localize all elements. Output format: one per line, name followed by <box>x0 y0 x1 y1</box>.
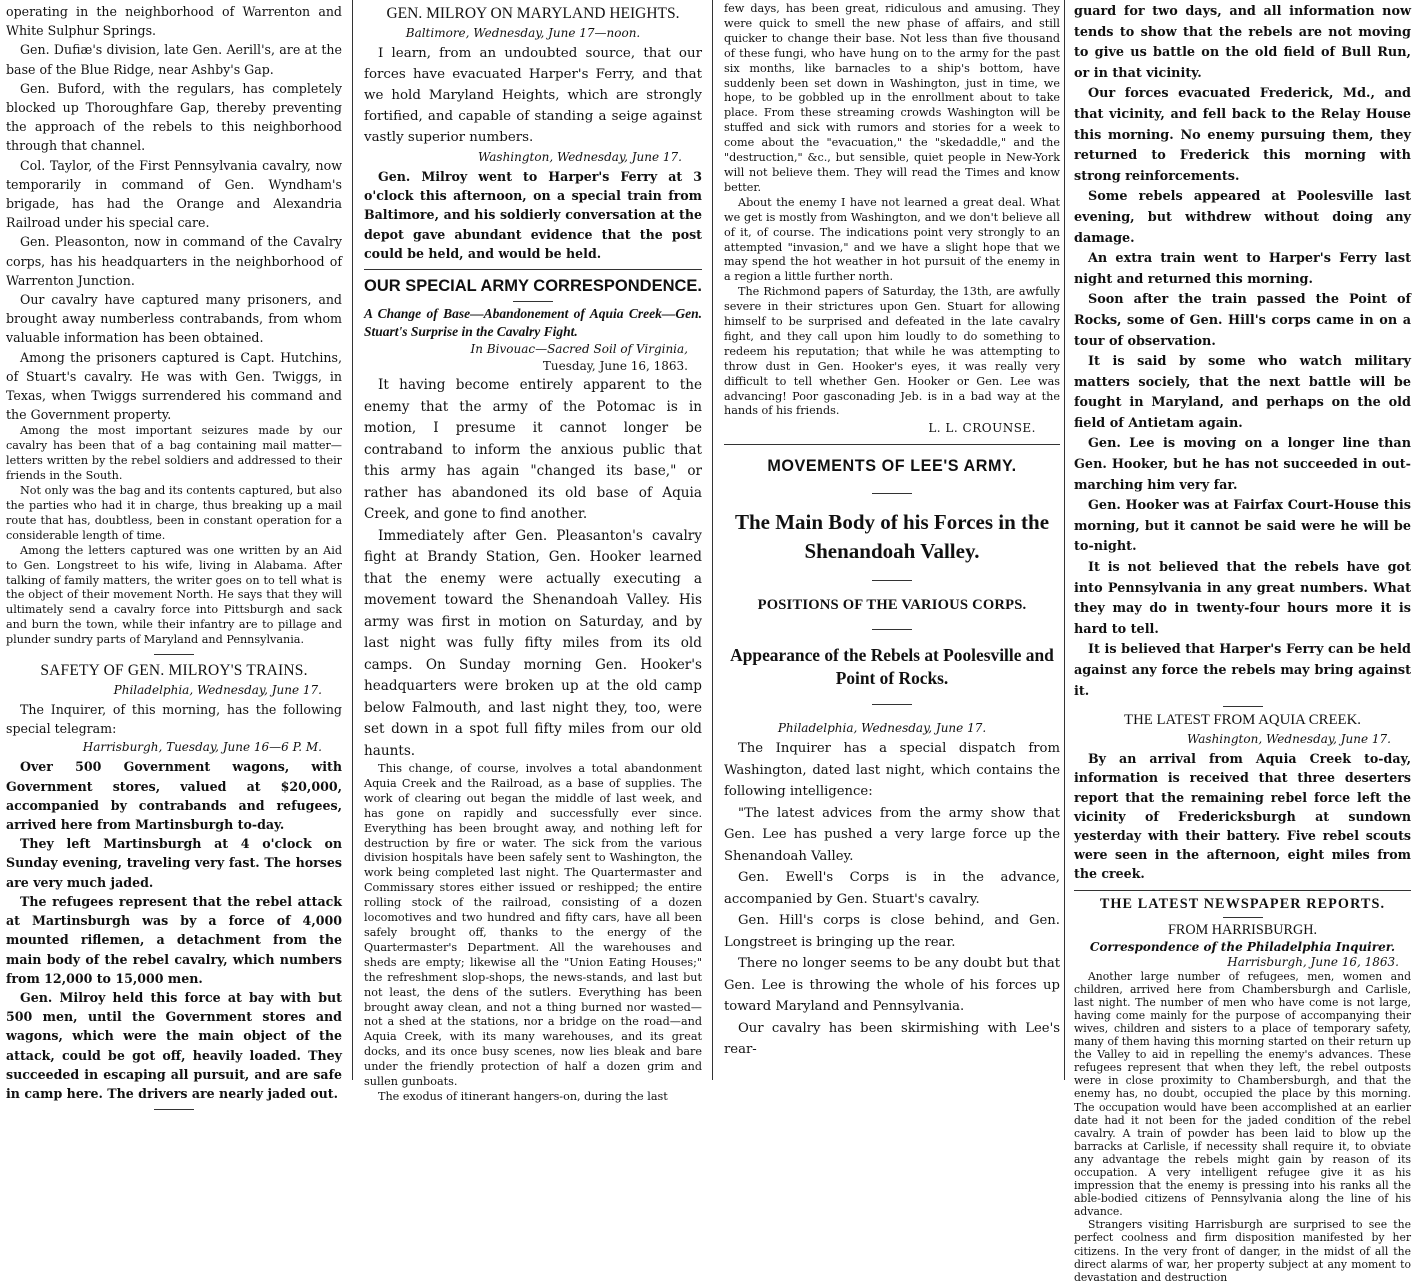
section-rule <box>1223 706 1263 707</box>
paragraph: It having become entirely apparent to the enemy that the army of the Potomac is in motion, I presume it cannot longer be contraband to inform the anxious public that this army has again "changed its base," or rather has abandoned its old base of Aquia Creek, and gone to find another. <box>364 377 702 523</box>
paragraph: There no longer seems to be any doubt but that Gen. Lee is throwing the whole of his forces up toward Maryland and Pennsylvania. <box>724 956 1060 1015</box>
paragraph: Some rebels appeared at Poolesville last evening, but withdrew without doing any damage. <box>1074 189 1411 246</box>
paragraph: Gen. Buford, with the regulars, has completely blocked up Thoroughfare Gap, thereby preventing the approach of the rebels to this neighborhood through that channel. <box>6 80 342 154</box>
paragraph: Among the prisoners captured is Capt. Hutchins, of Stuart's cavalry. He was with Gen. Twiggs, in Texas, when Twiggs surrendered his command and the Government property. <box>6 349 342 423</box>
paragraph: Another large number of refugees, men, women and children, arrived here from Chambersburgh and Carlisle, last night. The number of men who have come is not large, having come mainly for the purpose of accompanying their wives, children and sisters to a place of temporary safety, many of them having this morning started on their return up the Valley to aid in repelling the enemy's advances. These refugees represent that when they left, the rebel outposts were in close proximity to Chambersburgh, and that the enemy has, no doubt, occupied the place by this morning. The occupation would have been accomplished at an earlier date had it not been for the jaded condition of the rebel cavalry. A train of powder has been laid to blow up the barracks at Carlisle, if necessity shall require it, to obviate any advantage the rebels might gain by reason of its occupation. A very intelligent refugee give it as his impression that the enemy is pressing into his ranks all the able-bodied citizens of Pennsylvania along the line of his advance. <box>1074 969 1411 1219</box>
paragraph: Our forces evacuated Frederick, Md., and that vicinity, and fell back to the Relay House this morning. No enemy pursuing them, they returned to Frederick this morning with strong reinforcements. <box>1074 86 1411 184</box>
paragraph: Among the most important seizures made by our cavalry has been that of a bag containing mail matter—letters written by the rebel soldiers and addressed to their friends in the South. <box>6 424 342 483</box>
paragraph: few days, has been great, ridiculous and amusing. They were quick to smell the new phase of affairs, and still quicker to change their base. Not less than five thousand of these fungi, who have hung on to the army for the past six months, like barnacles to a ship's bottom, have suddenly been set down in Washington, just in time, we hope, to be gobbled up in the enrollment about to take place. From these streaming crowds Washington will be stuffed and sick with rumors and stories for a week to come about the "evacuation," the "skedaddle," and the "destruction," &c., but sensible, quiet people in New-York will not believe them. They will read the Times and know better. <box>724 2 1060 194</box>
paragraph: Gen. Ewell's Corps is in the advance, accompanied by Gen. Stuart's cavalry. <box>724 870 1060 907</box>
paragraph: The refugees represent that the rebel attack at Martinsburgh was by a force of 4,000 mounted riflemen, a detachment from the main body of the rebel cavalry, which numbers from 12,000 to 15,000 men. <box>6 893 342 986</box>
column-2 <box>358 0 708 1103</box>
paragraph: The exodus of itinerant hangers-on, during the last <box>378 1089 668 1103</box>
section-rule <box>872 580 912 581</box>
paragraph: "The latest advices from the army show that Gen. Lee has pushed a very large force up the Shenandoah Valley. <box>724 805 1060 864</box>
column-1 <box>0 0 348 1101</box>
headline: THE LATEST NEWSPAPER REPORTS. <box>1099 895 1386 912</box>
paragraph: Gen. Milroy held this force at bay with but 500 men, until the Government stores and wagons, which were the main object of the attack, could be got off, heavily loaded. They succeeded in escaping all pursuit, and are safe in camp here. The drivers are nearly jaded out. <box>6 989 342 1101</box>
paragraph: This change, of course, involves a total abandonment Aquia Creek and the Railroad, as a base of supplies. The work of clearing out began the middle of last week, and has gone on rapidly and successfully ever since. Everything has been brought away, and nothing left for destruction by fire or water. The sick from the various division hospitals have been safely sent to Washington, the work being completed last night. The Quartermaster and Commissary stores either issued or reshipped; the entire rolling stock of the railroad, consisting of a dozen locomotives and two hundred and fifty cars, have all been safely brought off, thanks to the energy of the Quartermaster's Department. All the warehouses and sheds are empty; likewise all the "Union Eating Houses;" the refreshment slop-shops, the news-stands, and last but not least, the dens of the sutlers. Everything has been brought away clean, and not a thing burned nor wasted—not a shed at the stations, nor a bridge on the road—and Aquia Creek, with its many warehouses, and its great docks, and its once busy scenes, now lies bleak and bare under the friendly protection of half a dozen grim and sullen gunboats. <box>364 762 702 1089</box>
paragraph: operating in the neighborhood of Warrenton and White Sulphur Springs. <box>6 4 342 39</box>
section-rule <box>872 704 912 705</box>
paragraph: It is not believed that the rebels have got into Pennsylvania in any great numbers. What they may do in twenty-four hours more it is hard to tell. <box>1074 560 1411 637</box>
paragraph: Our cavalry has been skirmishing with Lee's rear- <box>724 1020 1060 1058</box>
dateline: Philadelphia, Wednesday, June 17. <box>777 721 987 736</box>
headline: The Main Body of his Forces in the Shenandoah Valley. <box>734 510 1050 564</box>
headline: SAFETY OF GEN. MILROY'S TRAINS. <box>40 662 308 680</box>
dateline: Harrisburgh, Tuesday, June 16—6 P. M. <box>82 740 322 755</box>
paragraph: An extra train went to Harper's Ferry last night and returned this morning. <box>1074 251 1411 287</box>
paragraph: Gen. Hooker was at Fairfax Court-House this morning, but it cannot be said were he will be to-night. <box>1074 498 1411 555</box>
column-divider <box>352 0 353 1080</box>
paragraph: Strangers visiting Harrisburgh are surprised to see the perfect coolness and firm disposition manifested by her citizens. In the very front of danger, in the midst of all the direct alarms of war, her property subject at any moment to devastation and destruction <box>1074 1218 1411 1284</box>
paragraph: Gen. Lee is moving on a longer line than Gen. Hooker, but he has not succeeded in out-marching him very far. <box>1074 436 1411 493</box>
section-rule <box>872 493 912 494</box>
headline: FROM HARRISBURGH. <box>1167 921 1317 938</box>
dateline: Baltimore, Wednesday, June 17—noon. <box>405 26 641 40</box>
paragraph: Col. Taylor, of the First Pennsylvania cavalry, now temporarily in command of Gen. Wyndham's brigade, has had the Orange and Alexandria Railroad under his special care. <box>6 157 342 231</box>
section-rule <box>364 269 702 270</box>
headline: THE LATEST FROM AQUIA CREEK. <box>1124 712 1361 729</box>
headline: OUR SPECIAL ARMY CORRESPONDENCE. <box>364 277 702 296</box>
section-rule <box>1074 890 1411 891</box>
section-rule <box>724 444 1060 445</box>
paragraph: The Inquirer, of this morning, has the following special telegram: <box>6 702 342 737</box>
dateline: Washington, Wednesday, June 17. <box>1186 732 1391 747</box>
column-divider <box>712 0 713 1080</box>
paragraph: Gen. Dufiæ's division, late Gen. Aerill's, are at the base of the Blue Ridge, near Ashby's Gap. <box>6 42 342 77</box>
paragraph: Gen. Hill's corps is close behind, and Gen. Longstreet is bringing up the rear. <box>724 913 1060 950</box>
paragraph: Among the letters captured was one written by an Aid to Gen. Longstreet to his wife, living in Alabama. After talking of family matters, the writer goes on to tell what is the object of their movement North. He says that they will ultimately send a cavalry force into Pittsburgh and sack and burn the town, while their infantry are to pillage and plunder sundry parts of Maryland and Pennsylvania. <box>6 543 342 647</box>
headline: Appearance of the Rebels at Poolesville and Point of Rocks. <box>730 645 1054 689</box>
paragraph: Over 500 Government wagons, with Government stores, valued at $20,000, accompanied by contrabands and refugees, arrived here from Martinsburgh to-day. <box>6 759 342 833</box>
paragraph: The Inquirer has a special dispatch from Washington, dated last night, which contains the following intelligence: <box>724 741 1060 800</box>
column-4 <box>1068 0 1417 1284</box>
section-rule <box>513 301 553 302</box>
paragraph: Not only was the bag and its contents captured, but also the parties who had it in charge, thus breaking up a mail route that has, doubtless, been in constant operation for a considerable length of time. <box>6 484 342 542</box>
dateline: Washington, Wednesday, June 17. <box>477 150 682 164</box>
dateline: Tuesday, June 16, 1863. <box>542 359 688 374</box>
paragraph: Immediately after Gen. Pleasanton's cavalry fight at Brandy Station, Gen. Hooker learned that the enemy were actually executing a movement toward the Shenandoah Valley. His army was first in motion on Saturday, and by last night was fully fifty miles from its old camps. On Sunday morning Gen. Hooker's headquarters were broken up at the old camp below Falmouth, and last night they, too, were set down in a spot full fifty miles from our old haunts. <box>364 527 702 759</box>
paragraph: It is believed that Harper's Ferry can be held against any force the rebels may bring against it. <box>1074 642 1411 699</box>
headline: GEN. MILROY ON MARYLAND HEIGHTS. <box>386 5 680 22</box>
subheadline: A Change of Base—Abandonement of Aquia Creek—Gen. Stuart's Surprise in the Cavalry Fight. <box>364 306 702 340</box>
paragraph: I learn, from an undoubted source, that our forces have evacuated Harper's Ferry, and that we hold Maryland Heights, which are strongly fortified, and capable of standing a seige against vastly superior numbers. <box>364 46 702 145</box>
signature: L. L. CROUNSE. <box>928 421 1036 436</box>
section-rule <box>154 1109 194 1110</box>
paragraph: Our cavalry have captured many prisoners, and brought away numberless contrabands, from whom valuable information has been obtained. <box>6 292 342 346</box>
headline: MOVEMENTS OF LEE'S ARMY. <box>767 456 1017 476</box>
dateline: Philadelphia, Wednesday, June 17. <box>113 683 322 698</box>
paragraph: guard for two days, and all information now tends to show that the rebels are not moving to give us battle on the old field of Bull Run, or in that vicinity. <box>1074 4 1411 81</box>
section-rule <box>154 654 194 655</box>
paragraph: Gen. Milroy went to Harper's Ferry at 3 o'clock this afternoon, on a special train from Baltimore, and his soldierly conversation at the depot gave abundant evidence that the post could be held, and would be held. <box>364 169 702 261</box>
paragraph: The Richmond papers of Saturday, the 13th, are awfully severe in their strictures upon Gen. Stuart for allowing himself to be surprised and defeated in the late cavalry fight, and they call upon him loudly to do something to redeem his reputation; that while he was attempting to throw dust in Gen. Hooker's eyes, it was really very difficult to tell whether Gen. Hooker or Gen. Lee was advancing! Poor gasconading Jeb. is in a bad way at the hands of his friends. <box>724 285 1060 418</box>
headline: POSITIONS OF THE VARIOUS CORPS. <box>757 597 1027 614</box>
column-3 <box>718 0 1066 1080</box>
dateline: Correspondence of the Philadelphia Inquirer. <box>1089 939 1396 954</box>
dateline: Harrisburgh, June 16, 1863. <box>1227 954 1399 969</box>
paragraph: It is said by some who watch military matters sociely, that the next battle will be fought in Maryland, and perhaps on the old field of Antietam again. <box>1074 354 1411 431</box>
dateline: In Bivouac—Sacred Soil of Virginia, <box>470 342 688 357</box>
paragraph: Gen. Pleasonton, now in command of the Cavalry corps, has his headquarters in the neighborhood of Warrenton Junction. <box>6 234 342 288</box>
paragraph: About the enemy I have not learned a great deal. What we get is mostly from Washington, and we don't believe all of it, of course. The indications point very strongly to an attempted "invasion," and we have a slight hope that we may spend the hot weather in hot pursuit of the enemy in a region a little further north. <box>724 195 1060 284</box>
paragraph: By an arrival from Aquia Creek to-day, information is received that three deserters report that the remaining rebel force left the vicinity of Fredericksburgh at sundown yesterday with their battery. Five rebel scouts were seen in the afternoon, eight miles from the creek. <box>1074 751 1411 882</box>
section-rule <box>872 629 912 630</box>
section-rule <box>1223 917 1263 918</box>
paragraph: Soon after the train passed the Point of Rocks, some of Gen. Hill's corps came in on a tour of observation. <box>1074 292 1411 349</box>
paragraph: They left Martinsburgh at 4 o'clock on Sunday evening, traveling very fast. The horses are very much jaded. <box>6 836 342 890</box>
